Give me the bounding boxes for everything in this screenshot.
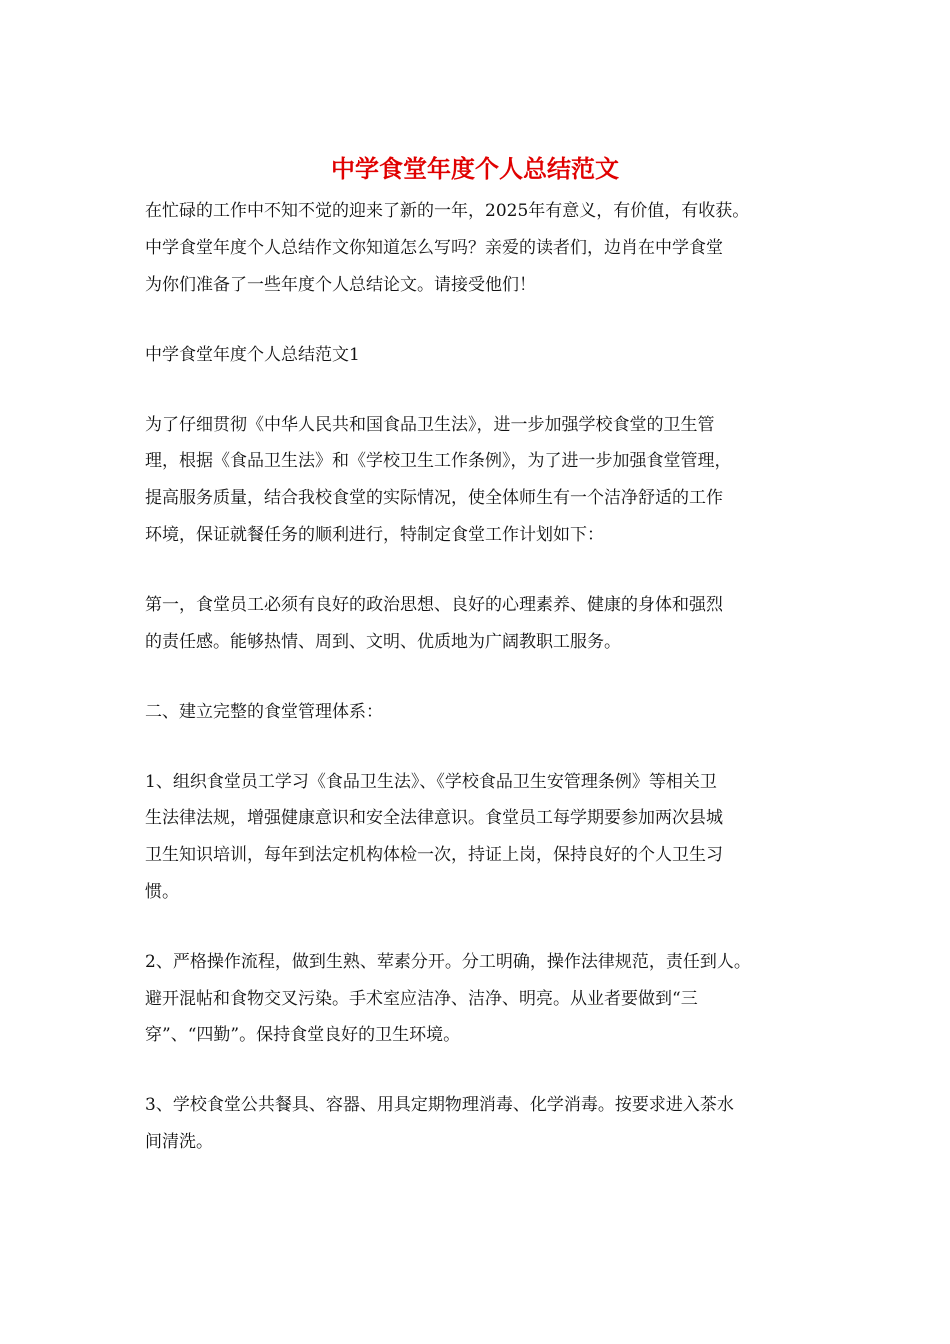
text-line: 的责任感。能够热情、周到、文明、优质地为广阔教职工服务。: [145, 632, 621, 652]
text-line: 3、学校食堂公共餐具、容器、用具定期物理消毒、化学消毒。按要求进入茶水: [145, 1095, 734, 1115]
text-line: 二、建立完整的食堂管理体系：: [145, 702, 383, 722]
text-line: 中学食堂年度个人总结作文你知道怎么写吗？亲爱的读者们，边肖在中学食堂: [145, 238, 723, 258]
text-line: 提高服务质量，结合我校食堂的实际情况，使全体师生有一个洁净舒适的工作: [145, 488, 723, 508]
text-line: 生法律法规，增强健康意识和安全法律意识。食堂员工每学期要参加两次县城: [145, 808, 723, 828]
text-line: 惯。: [145, 882, 179, 902]
text-line: 2、严格操作流程，做到生熟、荤素分开。分工明确，操作法律规范，责任到人。: [145, 952, 751, 972]
text-line: 理，根据《食品卫生法》和《学校卫生工作条例》，为了进一步加强食堂管理，: [145, 451, 732, 471]
document-title: 中学食堂年度个人总结范文: [331, 154, 619, 183]
text-line: 卫生知识培训，每年到法定机构体检一次，持证上岗，保持良好的个人卫生习: [145, 845, 723, 865]
section-heading: 中学食堂年度个人总结范文1: [145, 345, 360, 365]
text-line: 在忙碌的工作中不知不觉的迎来了新的一年，2025年有意义，有价值，有收获。: [145, 201, 750, 221]
text-line: 1、组织食堂员工学习《食品卫生法》、《学校食品卫生安管理条例》等相关卫: [145, 772, 717, 792]
text-line: 间清洗。: [145, 1132, 213, 1152]
text-line: 第一，食堂员工必须有良好的政治思想、良好的心理素养、健康的身体和强烈: [145, 595, 723, 615]
text-line: 环境，保证就餐任务的顺利进行，特制定食堂工作计划如下：: [145, 525, 604, 545]
text-line: 为你们准备了一些年度个人总结论文。请接受他们！: [145, 275, 536, 295]
text-line: 为了仔细贯彻《中华人民共和国食品卫生法》，进一步加强学校食堂的卫生管: [145, 415, 715, 435]
text-line: 避开混帖和食物交叉污染。手术室应洁净、洁净、明亮。从业者要做到“三: [145, 989, 698, 1009]
text-line: 穿”、“四勤”。保持食堂良好的卫生环境。: [145, 1025, 461, 1045]
